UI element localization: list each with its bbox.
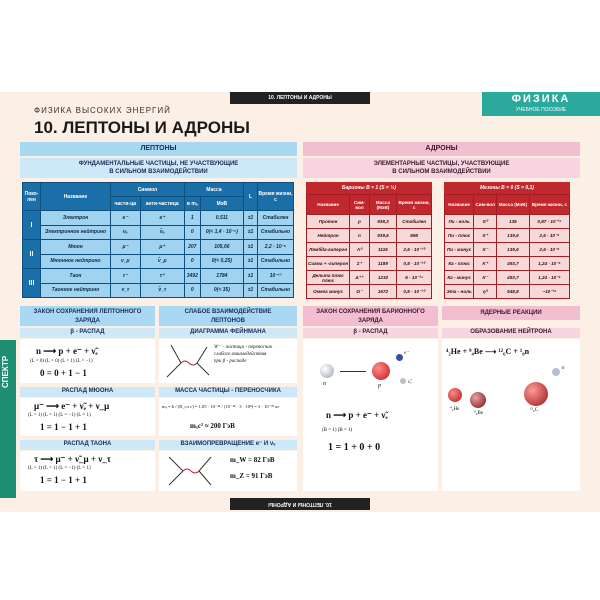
col-mev: МэВ: [200, 197, 243, 211]
cell: η⁰: [474, 285, 497, 299]
neutron-label: n: [323, 381, 326, 387]
cell: 135: [497, 215, 530, 229]
beryllium-label: ⁹₄Be: [474, 411, 484, 416]
top-band: 10. ЛЕПТОНЫ И АДРОНЫ: [230, 92, 370, 104]
hadrons-subheading: [303, 158, 580, 178]
taon-decay-heading: РАСПАД ТАОНА: [20, 440, 155, 450]
col-me: в mₑ: [184, 197, 200, 211]
publisher-logo: СПЕКТР: [1, 355, 10, 389]
col-life: Время жизни, с: [258, 183, 294, 211]
cell: 1189: [369, 257, 397, 271]
cell: Пи - плюс: [445, 229, 474, 243]
leptons-heading: ЛЕПТОНЫ: [20, 142, 297, 156]
poster: [0, 92, 600, 512]
col-mass: Масса (МэВ): [497, 195, 530, 215]
muon-lnumbers: (L = 1) (L = 1) (L = −1) (L = 1): [28, 413, 91, 418]
cell: 1672: [369, 285, 397, 299]
cell: ±1: [244, 225, 258, 240]
cell: Стабильно: [258, 254, 294, 269]
cell: 2,6 · 10⁻¹⁰: [397, 243, 432, 257]
cell: Стабилен: [397, 215, 432, 229]
cell: 493,7: [497, 257, 530, 271]
col-life: Время жизни, с: [397, 195, 432, 215]
baryon-law-line2: ЗАРЯДА: [358, 318, 383, 324]
cell: Стабильно: [258, 225, 294, 240]
carrier-heading: МАССА ЧАСТИЦЫ - ПЕРЕНОСЧИКА: [159, 387, 297, 397]
cell: 0: [184, 225, 200, 240]
bottom-band: 10. ЛЕПТОНЫ И АДРОНЫ: [230, 498, 370, 510]
cell: 493,7: [497, 271, 530, 285]
leptons-subheading: [20, 158, 297, 178]
cell: Эта - ноль: [445, 285, 474, 299]
antineutrino-particle: [400, 378, 406, 384]
cell: Дельта плюс плюс: [307, 271, 350, 285]
cell: Омега минус: [307, 285, 350, 299]
feynman-note-1: W⁻ – частица - переносчик: [214, 345, 273, 350]
cell: 3492: [184, 269, 200, 284]
feynman-note-2: слабого взаимодействия: [214, 352, 267, 357]
helium-nucleus: [448, 388, 462, 402]
carrier-equation-2: mₓc² ≈ 200 ГэВ: [190, 422, 235, 430]
table-row: [445, 215, 570, 229]
baryons-caption: Барионы B = 1 (S = ½): [341, 185, 397, 191]
feynman-line-n: [167, 363, 181, 377]
cell: ±1: [244, 254, 258, 269]
cell: Электронное нейтрино: [41, 225, 111, 240]
cell: 1232: [369, 271, 397, 285]
lepton-law-line1: ЗАКОН СОХРАНЕНИЯ ЛЕПТОННОГО: [33, 309, 142, 315]
cell: 548,8: [497, 285, 530, 299]
cell: τ⁺: [140, 269, 184, 284]
gen-2: II: [23, 240, 41, 269]
conversion-panel: [159, 451, 297, 491]
poster-subtitle: ФИЗИКА ВЫСОКИХ ЭНЕРГИЙ: [34, 106, 171, 115]
table-row: [445, 271, 570, 285]
beryllium-nucleus: [470, 392, 486, 408]
table-row: [307, 285, 432, 299]
cell: Пи - ноль: [445, 215, 474, 229]
cell: 139,6: [497, 243, 530, 257]
conv-line-3: [199, 457, 211, 471]
taon-lnumbers: (L = 1) (L = 1) (L = −1) (L = 1): [28, 466, 91, 471]
cell: 1,24 · 10⁻⁸: [529, 271, 569, 285]
cell: 0,511: [200, 211, 243, 226]
cell: Стабилен: [258, 211, 294, 226]
gen-3: III: [23, 269, 41, 298]
col-mass: Масса (МэВ): [369, 195, 397, 215]
col-name: Название: [445, 195, 474, 215]
electron-label: e⁻: [404, 351, 409, 356]
carrier-equation-1: mₓ = ħ / (R_сл c) = 1,05 · 10⁻³⁴ / (10⁻¹⁸ · 3 · 10⁸) = 3 · 10⁻²⁵ кг: [162, 404, 280, 409]
taon-equation: τ ⟶ μ⁻ + ν̃_μ + ν_τ: [34, 454, 111, 464]
emitted-neutron-label: n: [562, 366, 565, 371]
baryon-beta-heading: β - РАСПАД: [303, 328, 438, 338]
cell: 0(< 0,25): [200, 254, 243, 269]
cell: e⁺: [140, 211, 184, 226]
table-row: [445, 229, 570, 243]
baryon-law-line1: ЗАКОН СОХРАНЕНИЯ БАРИОННОГО: [316, 309, 425, 315]
cell: Мюон: [41, 240, 111, 255]
electron-particle: [396, 354, 403, 361]
lepton-beta-equation: n ⟶ p + e⁻ + ν̃ₑ: [36, 346, 98, 356]
cell: 0,8 · 10⁻¹⁰: [397, 285, 432, 299]
baryon-beta-bnumbers: (B = 1) (B = 1): [322, 428, 353, 433]
cell: ν̃_μ: [140, 254, 184, 269]
proton-label: p: [378, 383, 381, 389]
cell: n: [350, 229, 369, 243]
feynman-note: [214, 344, 272, 365]
cell: Электрон: [41, 211, 111, 226]
cell: 6 · 10⁻²⁴: [397, 271, 432, 285]
cell: Нейтрон: [307, 229, 350, 243]
cell: Лямбда-гиперон: [307, 243, 350, 257]
col-generation: Поко-лен: [23, 183, 41, 211]
cell: ±1: [244, 269, 258, 284]
cell: ν_μ: [111, 254, 141, 269]
cell: 2,6 · 10⁻⁸: [529, 229, 569, 243]
cell: 139,6: [497, 229, 530, 243]
cell: Λ⁰: [350, 243, 369, 257]
table-row: [445, 257, 570, 271]
conversion-heading: ВЗАИМОПРЕВРАЩЕНИЕ e⁻ И νₑ: [159, 440, 297, 450]
table-row: [23, 283, 294, 298]
cell: 0: [184, 254, 200, 269]
lepton-law-line2: ЗАРЯДА: [75, 318, 100, 324]
cell: μ⁺: [140, 240, 184, 255]
weak-heading: [159, 306, 297, 326]
conversion-diagram: [159, 451, 219, 491]
cell: 938,3: [369, 215, 397, 229]
cell: 0: [184, 283, 200, 298]
baryon-beta-equation: n ⟶ p + e⁻ + ν̃ₑ: [326, 410, 388, 420]
col-particle: части-ца: [111, 197, 141, 211]
leptons-table: [22, 182, 294, 298]
neutron-formation-heading: ОБРАЗОВАНИЕ НЕЙТРОНА: [442, 328, 580, 338]
feynman-note-3: при β - распаде: [214, 359, 247, 364]
feynman-line-nu: [197, 363, 209, 375]
cell: 1,24 · 10⁻⁸: [529, 257, 569, 271]
w-mass: m_W = 82 ГэВ: [230, 456, 275, 464]
col-name: Название: [307, 195, 350, 215]
cell: ±1: [244, 211, 258, 226]
table-row: [307, 257, 432, 271]
brand-subtitle: УЧЕБНОЕ ПОСОБИЕ: [515, 107, 567, 113]
hadrons-sub-line2: В СИЛЬНОМ ВЗАИМОДЕЙСТВИИ: [392, 169, 491, 175]
feynman-line-e: [197, 347, 207, 363]
cell: K⁻: [474, 271, 497, 285]
cell: Таонное нейтрино: [41, 283, 111, 298]
col-life: Время жизни, с: [529, 195, 569, 215]
nuclear-panel: [442, 339, 580, 491]
proton-particle: [372, 362, 390, 380]
cell: Таон: [41, 269, 111, 284]
cell: 1: [184, 211, 200, 226]
muon-sum: 1 = 1 − 1 + 1: [40, 422, 87, 432]
nuclear-heading: ЯДЕРНЫЕ РЕАКЦИИ: [442, 306, 580, 320]
table-row: [23, 254, 294, 269]
lepton-beta-heading: β - РАСПАД: [20, 328, 155, 338]
col-mass: Масса: [184, 183, 243, 197]
baryon-beta-sum: 1 = 1 + 0 + 0: [328, 442, 381, 453]
table-row: [307, 271, 432, 285]
cell: π⁺: [474, 229, 497, 243]
weak-line1: СЛАБОЕ ВЗАИМОДЕЙСТВИЕ: [184, 309, 272, 315]
table-row: [307, 215, 432, 229]
lepton-beta-sum: 0 = 0 + 1 − 1: [40, 368, 87, 378]
table-row: [23, 225, 294, 240]
cell: 898: [397, 229, 432, 243]
lepton-beta-lnumbers: (L = 0) (L = 0) (L = 1) (L = −1): [30, 359, 93, 364]
muon-equation: μ⁻ ⟶ e⁻ + ν̃ₑ + ν_μ: [34, 401, 110, 411]
col-symbol: Сим-вол: [350, 195, 369, 215]
feynman-line-p: [171, 345, 181, 363]
col-antiparticle: анти-частица: [140, 197, 184, 211]
cell: 0,8 · 10⁻¹⁰: [397, 257, 432, 271]
table-row: [307, 243, 432, 257]
emitted-neutron: [552, 368, 560, 376]
nuclear-equation: ⁴₂He + ⁹₄Be ⟶ ¹²₆C + ¹₀n: [446, 347, 530, 356]
table-row: [23, 269, 294, 284]
cell: 105,66: [200, 240, 243, 255]
cell: 0(< 1,4 · 10⁻⁵): [200, 225, 243, 240]
cell: 207: [184, 240, 200, 255]
cell: Ω⁻: [350, 285, 369, 299]
cell: Сигма + -гиперон: [307, 257, 350, 271]
cell: τ⁻: [111, 269, 141, 284]
helium-label: ⁴₂He: [450, 407, 460, 412]
cell: Δ⁺⁺: [350, 271, 369, 285]
brand-badge: [482, 92, 600, 116]
cell: Пи - минус: [445, 243, 474, 257]
conv-line-4: [199, 471, 211, 485]
decay-arrow: [340, 371, 366, 372]
col-name: Название: [41, 183, 111, 211]
leptons-sub-line2: В СИЛЬНОМ ВЗАИМОДЕЙСТВИИ: [109, 169, 208, 175]
cell: 1784: [200, 269, 243, 284]
table-row: [23, 211, 294, 226]
cell: ν_τ: [111, 283, 141, 298]
cell: ±1: [244, 283, 258, 298]
table-row: [307, 229, 432, 243]
col-symbol: Сим-вол: [474, 195, 497, 215]
cell: 0,87 · 10⁻¹⁶: [529, 215, 569, 229]
cell: νₑ: [111, 225, 141, 240]
lepton-law-heading: [20, 306, 155, 326]
poster-title: 10. ЛЕПТОНЫ И АДРОНЫ: [34, 118, 250, 137]
leptons-sub-line1: ФУНДАМЕНТАЛЬНЫЕ ЧАСТИЦЫ, НЕ УЧАСТВУЮЩИЕ: [78, 161, 239, 167]
table-row: [23, 240, 294, 255]
mesons-table: [444, 182, 570, 298]
table-row: [445, 285, 570, 299]
cell: ν̃ₑ: [140, 225, 184, 240]
cell: K⁺: [474, 257, 497, 271]
cell: μ⁻: [111, 240, 141, 255]
table-row: [445, 243, 570, 257]
cell: π⁰: [474, 215, 497, 229]
cell: 0(< 35): [200, 283, 243, 298]
hadrons-sub-line1: ЭЛЕМЕНТАРНЫЕ ЧАСТИЦЫ, УЧАСТВУЮЩИЕ: [373, 161, 510, 167]
cell: Мюонное нейтрино: [41, 254, 111, 269]
cell: π⁻: [474, 243, 497, 257]
cell: Ка - минус: [445, 271, 474, 285]
baryons-table: [306, 182, 432, 298]
cell: Протон: [307, 215, 350, 229]
brand-title: ФИЗИКА: [511, 93, 571, 105]
cell: Стабильно: [258, 283, 294, 298]
carbon-nucleus: [524, 382, 548, 406]
taon-sum: 1 = 1 − 1 + 1: [40, 475, 87, 485]
cell: 1116: [369, 243, 397, 257]
antineutrino-label: ν̃ₑ: [408, 380, 412, 385]
cell: 2,6 · 10⁻⁸: [529, 243, 569, 257]
neutron-particle: [320, 364, 334, 378]
z-mass: m_Z = 91 ГэВ: [230, 472, 273, 480]
cell: ±1: [244, 240, 258, 255]
muon-decay-heading: РАСПАД МЮОНА: [20, 387, 155, 397]
cell: Ка - плюс: [445, 257, 474, 271]
baryon-law-heading: [303, 306, 438, 326]
conv-line-2: [169, 457, 183, 471]
carbon-label: ¹²₆C: [530, 408, 539, 413]
weak-line2: ЛЕПТОНОВ: [210, 318, 246, 324]
cell: 10⁻¹³: [258, 269, 294, 284]
cell: ~10⁻¹⁸: [529, 285, 569, 299]
mesons-caption: Мезоны B = 0 (S = 0,1): [480, 185, 534, 191]
cell: p: [350, 215, 369, 229]
feynman-w-boson: [181, 361, 197, 365]
feynman-heading: ДИАГРАММА ФЕЙНМАНА: [159, 328, 297, 338]
cell: ν̃_τ: [140, 283, 184, 298]
cell: 939,6: [369, 229, 397, 243]
conv-line-1: [169, 471, 183, 485]
cell: 2,2 · 10⁻⁶: [258, 240, 294, 255]
hadrons-heading: АДРОНЫ: [303, 142, 580, 156]
gen-1: I: [23, 211, 41, 240]
col-l: L: [244, 183, 258, 211]
conv-boson: [183, 469, 199, 473]
cell: Σ⁺: [350, 257, 369, 271]
cell: e⁻: [111, 211, 141, 226]
col-symbol: Символ: [111, 183, 185, 197]
